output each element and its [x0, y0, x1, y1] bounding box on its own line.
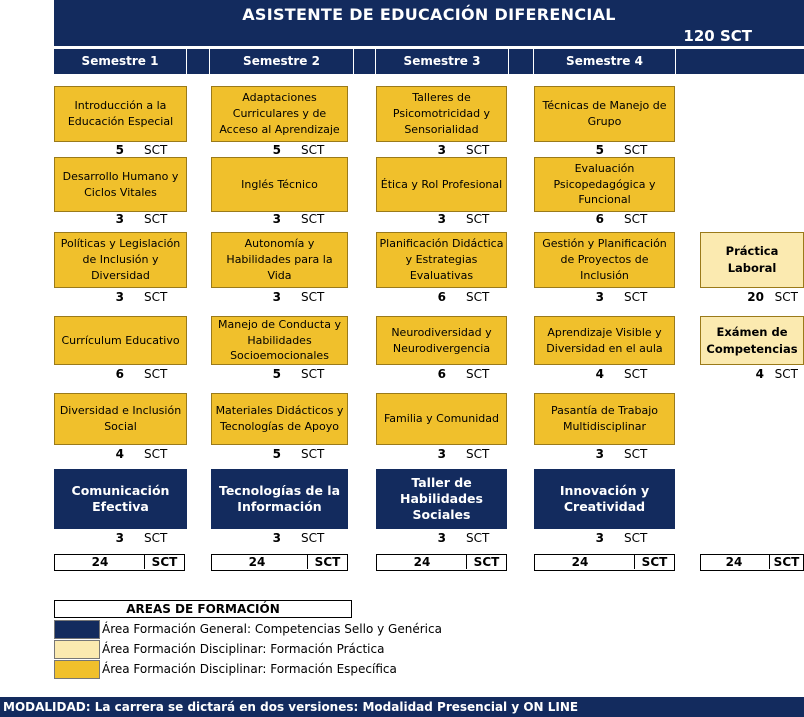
semester-header-spacer: [354, 49, 375, 74]
course-box-general: Innovación y Creatividad: [534, 469, 675, 529]
credit-label: 5 SCT: [595, 143, 648, 157]
legend-item: [54, 660, 484, 679]
legend-label: Área Formación General: Competencias Sello y Genérica: [102, 622, 442, 636]
semester-total: 24 SCT: [211, 554, 348, 571]
course-box: Manejo de Conducta y Habilidades Socioemocionales: [211, 316, 348, 365]
credit-label: 3 SCT: [115, 212, 168, 226]
course-box: Autonomía y Habilidades para la Vida: [211, 232, 348, 288]
course-box-general: Taller de Habilidades Sociales: [376, 469, 507, 529]
credit-label: 20 SCT: [747, 290, 798, 304]
course-box: Aprendizaje Visible y Diversidad en el aula: [534, 316, 675, 365]
credit-label: 3 SCT: [272, 212, 325, 226]
course-box: Talleres de Psicomotricidad y Sensorialidad: [376, 86, 507, 142]
credit-label: 5 SCT: [272, 143, 325, 157]
semester-header-spacer: [187, 49, 209, 74]
credit-label: 6 SCT: [437, 367, 490, 381]
credit-label: 3 SCT: [595, 531, 648, 545]
credit-label: 6 SCT: [437, 290, 490, 304]
semester-total: 24 SCT: [54, 554, 185, 571]
page-title: ASISTENTE DE EDUCACIÓN DIFERENCIAL: [242, 5, 616, 24]
final-total: 24 SCT: [700, 554, 804, 571]
legend-swatch-general: [54, 620, 100, 639]
credit-label: 6 SCT: [595, 212, 648, 226]
semester-header-4: Semestre 4: [534, 49, 675, 74]
credit-label: 5 SCT: [272, 447, 325, 461]
semester-header-final: [676, 49, 804, 74]
course-box: Pasantía de Trabajo Multidisciplinar: [534, 393, 675, 445]
course-box: Diversidad e Inclusión Social: [54, 393, 187, 445]
course-box: Inglés Técnico: [211, 157, 348, 212]
credit-label: 3 SCT: [437, 531, 490, 545]
legend-swatch-practice: [54, 640, 100, 659]
semester-total: 24 SCT: [376, 554, 507, 571]
course-box: Currículum Educativo: [54, 316, 187, 365]
course-box-general: Tecnologías de la Información: [211, 469, 348, 529]
course-box-general: Comunicación Efectiva: [54, 469, 187, 529]
course-box: Desarrollo Humano y Ciclos Vitales: [54, 157, 187, 212]
credit-label: 4 SCT: [755, 367, 798, 381]
credit-label: 5 SCT: [272, 367, 325, 381]
course-box: Evaluación Psicopedagógica y Funcional: [534, 157, 675, 212]
course-box: Introducción a la Educación Especial: [54, 86, 187, 142]
modality-footer: MODALIDAD: La carrera se dictará en dos versiones: Modalidad Presencial y ON LINE: [0, 697, 804, 717]
legend-label: Área Formación Disciplinar: Formación Específica: [102, 662, 397, 676]
course-box: Neurodiversidad y Neurodivergencia: [376, 316, 507, 365]
legend-title: AREAS DE FORMACIÓN: [54, 600, 352, 618]
legend-item: [54, 620, 484, 639]
semester-header-spacer: [509, 49, 533, 74]
legend-item: [54, 640, 484, 659]
course-box: Ética y Rol Profesional: [376, 157, 507, 212]
course-box: Materiales Didácticos y Tecnologías de Apoyo: [211, 393, 348, 445]
semester-header-2: Semestre 2: [210, 49, 353, 74]
credit-label: 6 SCT: [115, 367, 168, 381]
semester-header-3: Semestre 3: [376, 49, 508, 74]
total-credits: 120 SCT: [683, 27, 752, 45]
credit-label: 3 SCT: [115, 531, 168, 545]
credit-label: 3 SCT: [437, 143, 490, 157]
credit-label: 5 SCT: [115, 143, 168, 157]
credit-label: 3 SCT: [115, 290, 168, 304]
credit-label: 4 SCT: [115, 447, 168, 461]
course-box: Planificación Didáctica y Estrategias Evaluativas: [376, 232, 507, 288]
credit-label: 4 SCT: [595, 367, 648, 381]
credit-label: 3 SCT: [595, 447, 648, 461]
title-banner: [54, 0, 804, 46]
course-box: Familia y Comunidad: [376, 393, 507, 445]
legend-label: Área Formación Disciplinar: Formación Práctica: [102, 642, 385, 656]
legend-swatch-specific: [54, 660, 100, 679]
credit-label: 3 SCT: [595, 290, 648, 304]
course-box: Adaptaciones Curriculares y de Acceso al Aprendizaje: [211, 86, 348, 142]
credit-label: 3 SCT: [272, 290, 325, 304]
semester-total: 24 SCT: [534, 554, 675, 571]
course-box-practice: Exámen de Competencias: [700, 316, 804, 365]
course-box: Políticas y Legislación de Inclusión y Diversidad: [54, 232, 187, 288]
course-box-practice: Práctica Laboral: [700, 232, 804, 288]
credit-label: 3 SCT: [272, 531, 325, 545]
semester-header-1: Semestre 1: [54, 49, 186, 74]
course-box: Técnicas de Manejo de Grupo: [534, 86, 675, 142]
credit-label: 3 SCT: [437, 212, 490, 226]
credit-label: 3 SCT: [437, 447, 490, 461]
course-box: Gestión y Planificación de Proyectos de Inclusión: [534, 232, 675, 288]
